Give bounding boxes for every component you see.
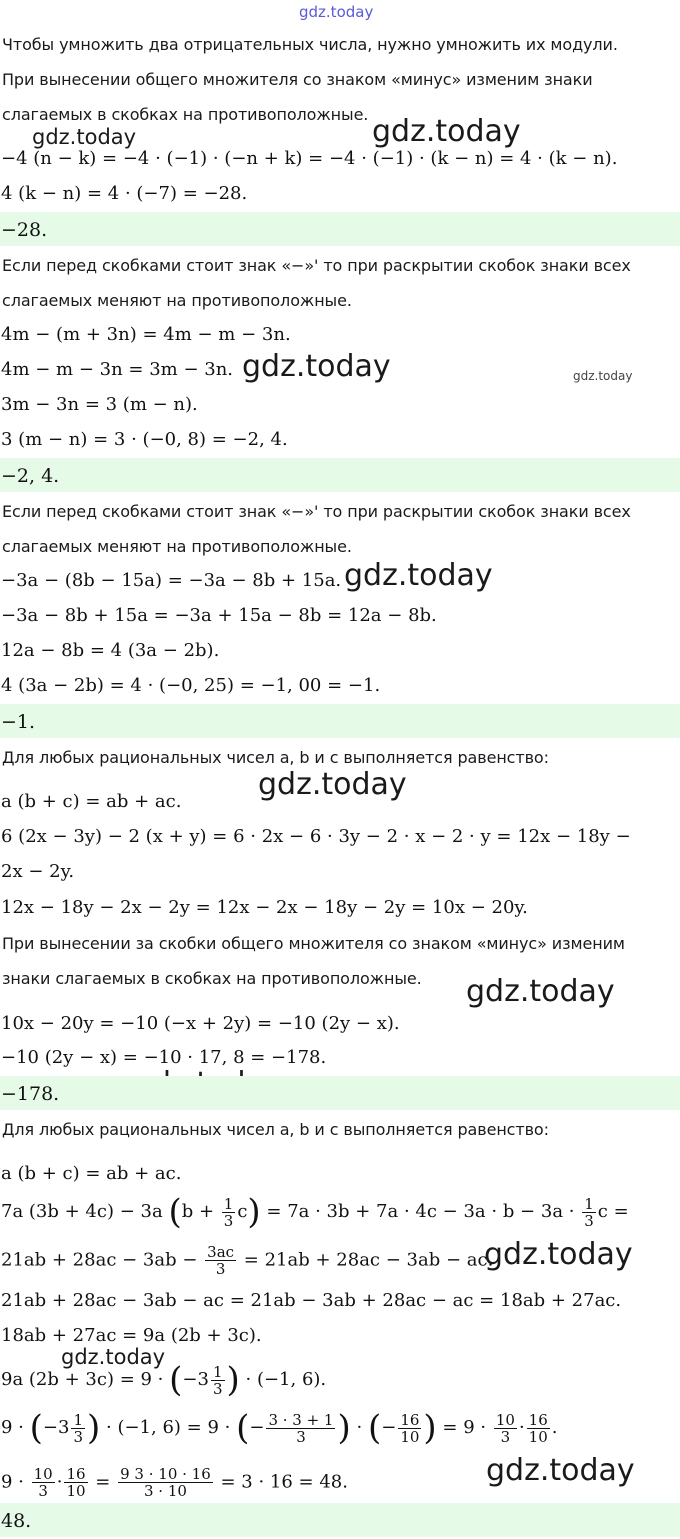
answer-bar: −28.	[0, 212, 680, 246]
math-part: =	[95, 1471, 111, 1493]
watermark: gdz.today	[466, 974, 615, 1009]
math-part: ·	[518, 1417, 525, 1438]
math-part: −3	[182, 1369, 209, 1390]
math-line: 2x − 2y.	[1, 861, 75, 882]
paren-right: )	[247, 1192, 261, 1232]
paren-right: )	[87, 1408, 101, 1448]
answer-bar: −178.	[0, 1076, 680, 1110]
answer-bar: 48.	[0, 1503, 680, 1537]
explanation-text: При вынесении общего множителя со знаком «минус» изменим знаки	[2, 70, 593, 89]
math-part: .	[551, 1417, 558, 1438]
paren-left: (	[168, 1192, 182, 1232]
math-line: 10x − 20y = −10 (−x + 2y) = −10 (2y − x).	[1, 1013, 400, 1034]
paren-right: )	[226, 1360, 240, 1400]
fraction: $\frac{16}{10}$	[528, 1410, 548, 1446]
math-part: 9 ·	[1, 1417, 24, 1438]
math-part: 9a (2b + 3c) = 9 ·	[1, 1369, 164, 1390]
explanation-text: Если перед скобками стоит знак «−»' то при раскрытии скобок знаки всех	[2, 502, 631, 521]
math-line: 4 (3a − 2b) = 4 · (−0, 25) = −1, 00 = −1.	[1, 675, 381, 696]
math-line: 6 (2x − 3y) − 2 (x + y) = 6 · 2x − 6 · 3y − 2 · x − 2 · y = 12x − 18y −	[1, 826, 631, 847]
fraction: $\frac{10}{3}$	[33, 1465, 53, 1500]
explanation-text: слагаемых меняют на противоположные.	[2, 291, 352, 310]
watermark-top: gdz.today	[299, 3, 374, 21]
fraction: $\frac{1}{3}$	[73, 1410, 83, 1446]
watermark: gdz.today	[32, 125, 137, 149]
fraction: $\frac{3 \cdot 3 + 1}{3}$	[268, 1410, 334, 1446]
math-part: c =	[597, 1201, 629, 1222]
math-part: 7a (3b + 4c) − 3a	[1, 1201, 163, 1222]
math-part: = 3 · 16 = 48.	[220, 1471, 348, 1493]
explanation-text: При вынесении за скобки общего множителя со знаком «минус» изменим	[2, 934, 625, 953]
paren-left: (	[236, 1408, 250, 1448]
math-line	[0, 1466, 680, 1499]
watermark: gdz.today	[484, 1237, 633, 1272]
explanation-text: Для любых рациональных чисел a, b и c выполняется равенство:	[2, 1120, 549, 1139]
explanation-text: Для любых рациональных чисел a, b и c выполняется равенство:	[2, 748, 549, 767]
math-line	[0, 1360, 680, 1400]
answer-bar: −2, 4.	[0, 458, 680, 492]
math-part: 9 ·	[1, 1471, 24, 1493]
fraction: $\frac{3ac}{3}$	[207, 1243, 235, 1278]
explanation-text: Чтобы умножить два отрицательных числа, нужно умножить их модули.	[2, 35, 618, 54]
math-line: 21ab + 28ac − 3ab − ac = 21ab − 3ab + 28ac − ac = 18ab + 27ac.	[1, 1290, 622, 1311]
math-line: 4m − m − 3n = 3m − 3n.	[1, 359, 234, 380]
math-line: 4m − (m + 3n) = 4m − m − 3n.	[1, 324, 291, 345]
watermark: gdz.today	[486, 1453, 635, 1488]
math-line: 3m − 3n = 3 (m − n).	[1, 394, 198, 415]
math-part: · (−1, 6) = 9 ·	[106, 1417, 231, 1438]
math-line: −3a − (8b − 15a) = −3a − 8b + 15a.	[1, 570, 342, 591]
math-part: · (−1, 6).	[245, 1369, 327, 1390]
watermark: gdz.today	[61, 1345, 166, 1369]
math-part: 21ab + 28ac − 3ab −	[1, 1249, 198, 1271]
explanation-text: знаки слагаемых в скобках на противоположные.	[2, 969, 422, 988]
math-line: a (b + c) = ab + ac.	[1, 1163, 182, 1184]
math-line	[0, 1408, 680, 1448]
watermark: gdz.today	[242, 349, 391, 384]
fraction: $\frac{1}{3}$	[584, 1194, 594, 1230]
fraction: $\frac{10}{3}$	[495, 1410, 515, 1446]
paren-left: (	[169, 1360, 183, 1400]
math-part: −3	[42, 1417, 70, 1438]
fraction: $\frac{1}{3}$	[212, 1362, 223, 1398]
math-part: b +	[181, 1201, 215, 1222]
paren-right: )	[337, 1408, 351, 1448]
math-part: = 7a · 3b + 7a · 4c − 3a · b − 3a ·	[266, 1201, 575, 1222]
math-part: −	[249, 1417, 265, 1438]
math-line: 12x − 18y − 2x − 2y = 12x − 2x − 18y − 2y = 10x − 20y.	[1, 897, 528, 918]
paren-right: )	[423, 1408, 437, 1448]
math-line: −3a − 8b + 15a = −3a + 15a − 8b = 12a − 8b.	[1, 605, 437, 626]
explanation-text: слагаемых в скобках на противоположные.	[2, 105, 369, 124]
watermark: gdz.today	[573, 369, 633, 383]
math-part: ·	[56, 1471, 63, 1493]
explanation-text: слагаемых меняют на противоположные.	[2, 537, 352, 556]
math-line	[0, 1192, 680, 1232]
math-line: 3 (m − n) = 3 · (−0, 8) = −2, 4.	[1, 429, 288, 450]
paren-left: (	[29, 1408, 43, 1448]
math-part: = 21ab + 28ac − 3ab − ac.	[243, 1249, 494, 1271]
math-line: 4 (k − n) = 4 · (−7) = −28.	[1, 183, 248, 204]
fraction: $\frac{9 3 \cdot 10 \cdot 16}{3 \cdot 10}$	[120, 1465, 211, 1500]
watermark: gdz.today	[372, 114, 521, 149]
explanation-text: Если перед скобками стоит знак «−»' то при раскрытии скобок знаки всех	[2, 256, 631, 275]
watermark: gdz.today	[258, 767, 407, 802]
math-line: −4 (n − k) = −4 · (−1) · (−n + k) = −4 · (−1) · (k − n) = 4 · (k − n).	[1, 148, 618, 169]
answer-bar: −1.	[0, 704, 680, 738]
fraction: $\frac{1}{3}$	[223, 1194, 234, 1230]
fraction: $\frac{16}{10}$	[66, 1465, 86, 1500]
math-line	[0, 1244, 680, 1277]
fraction: $\frac{16}{10}$	[400, 1410, 420, 1446]
math-line: 12a − 8b = 4 (3a − 2b).	[1, 640, 220, 661]
paren-left: (	[367, 1408, 382, 1448]
math-line: 18ab + 27ac = 9a (2b + 3c).	[1, 1325, 262, 1346]
math-part: = 9 ·	[442, 1417, 487, 1438]
math-part: ·	[356, 1417, 363, 1438]
watermark: gdz.today	[344, 558, 493, 593]
math-part: −	[381, 1417, 397, 1438]
math-line: a (b + c) = ab + ac.	[1, 791, 182, 812]
math-line: −10 (2y − x) = −10 · 17, 8 = −178.	[1, 1047, 327, 1068]
math-part: c	[237, 1201, 248, 1222]
